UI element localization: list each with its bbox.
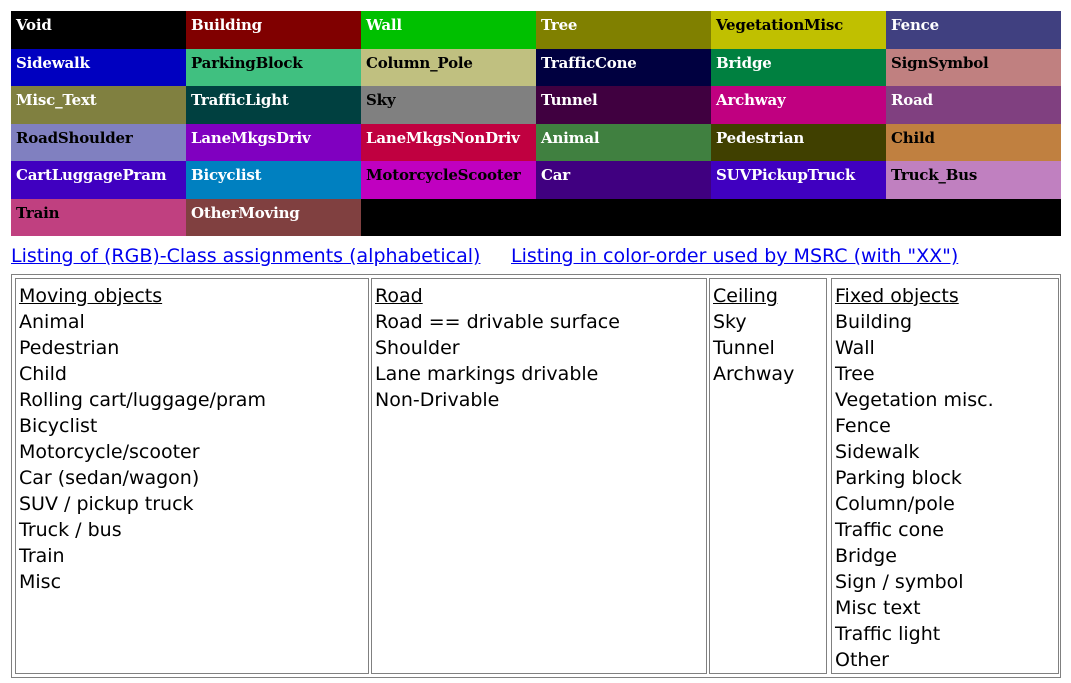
group-item: Misc [19, 571, 62, 593]
group-item: Rolling cart/luggage/pram [19, 389, 266, 411]
legend-cell: Road [886, 86, 1061, 124]
group-item: Fence [835, 415, 891, 437]
ceiling-column [709, 278, 827, 674]
legend-cell: Column_Pole [361, 49, 536, 87]
class-color-legend [11, 11, 1061, 236]
group-item: Sky [713, 311, 747, 333]
legend-cell: Truck_Bus [886, 161, 1061, 199]
group-item: Parking block [835, 467, 962, 489]
group-title: Fixed objects [835, 285, 959, 307]
group-item: Sidewalk [835, 441, 920, 463]
legend-cell: Car [536, 161, 711, 199]
group-item: Road == drivable surface [375, 311, 620, 333]
fixed-objects-column [831, 278, 1059, 674]
group-item: Lane markings drivable [375, 363, 599, 385]
legend-cell: Bridge [711, 49, 886, 87]
group-item: Bridge [835, 545, 897, 567]
legend-cell: Tree [536, 11, 711, 49]
legend-cell: Void [11, 11, 186, 49]
group-title: Moving objects [19, 285, 163, 307]
legend-cell: SUVPickupTruck [711, 161, 886, 199]
class-group-table [11, 274, 1061, 678]
legend-cell: OtherMoving [186, 199, 361, 237]
group-item: Train [19, 545, 65, 567]
legend-cell: Sky [361, 86, 536, 124]
legend-cell: SignSymbol [886, 49, 1061, 87]
group-item: Bicyclist [19, 415, 98, 437]
legend-cell: Misc_Text [11, 86, 186, 124]
group-item: Truck / bus [19, 519, 122, 541]
group-title: Ceiling [713, 285, 778, 307]
group-item: SUV / pickup truck [19, 493, 194, 515]
legend-cell: RoadShoulder [11, 124, 186, 162]
legend-cell: Fence [886, 11, 1061, 49]
color-order-listing-link[interactable]: Listing in color-order used by MSRC (with "XX") [511, 245, 959, 267]
group-item: Building [835, 311, 913, 333]
legend-cell: Building [186, 11, 361, 49]
legend-cell: Archway [711, 86, 886, 124]
group-item: Tunnel [713, 337, 775, 359]
legend-cell: Animal [536, 124, 711, 162]
legend-cell: Child [886, 124, 1061, 162]
group-item: Shoulder [375, 337, 460, 359]
road-column [371, 278, 707, 674]
legend-cell: Bicyclist [186, 161, 361, 199]
group-item: Car (sedan/wagon) [19, 467, 200, 489]
legend-cell: MotorcycleScooter [361, 161, 536, 199]
legend-cell: Sidewalk [11, 49, 186, 87]
legend-cell: Wall [361, 11, 536, 49]
group-item: Column/pole [835, 493, 955, 515]
group-item: Misc text [835, 597, 921, 619]
group-item: Non-Drivable [375, 389, 500, 411]
legend-cell: TrafficCone [536, 49, 711, 87]
group-title: Road [375, 285, 423, 307]
group-item: Sign / symbol [835, 571, 964, 593]
group-item: Pedestrian [19, 337, 120, 359]
legend-cell: Tunnel [536, 86, 711, 124]
legend-cell: Train [11, 199, 186, 237]
group-item: Traffic cone [835, 519, 944, 541]
group-item: Tree [835, 363, 875, 385]
group-item: Archway [713, 363, 795, 385]
legend-cell: VegetationMisc [711, 11, 886, 49]
legend-cell: TrafficLight [186, 86, 361, 124]
group-item: Other [835, 649, 889, 671]
alphabetical-listing-link[interactable]: Listing of (RGB)-Class assignments (alphabetical) [11, 245, 481, 267]
group-item: Motorcycle/scooter [19, 441, 200, 463]
group-item: Wall [835, 337, 875, 359]
group-item: Animal [19, 311, 85, 333]
legend-cell: CartLuggagePram [11, 161, 186, 199]
moving-objects-column [15, 278, 369, 674]
group-item: Child [19, 363, 67, 385]
group-item: Vegetation misc. [835, 389, 994, 411]
legend-cell: LaneMkgsNonDriv [361, 124, 536, 162]
legend-cell: Pedestrian [711, 124, 886, 162]
legend-cell: LaneMkgsDriv [186, 124, 361, 162]
legend-cell: ParkingBlock [186, 49, 361, 87]
group-item: Traffic light [835, 623, 941, 645]
